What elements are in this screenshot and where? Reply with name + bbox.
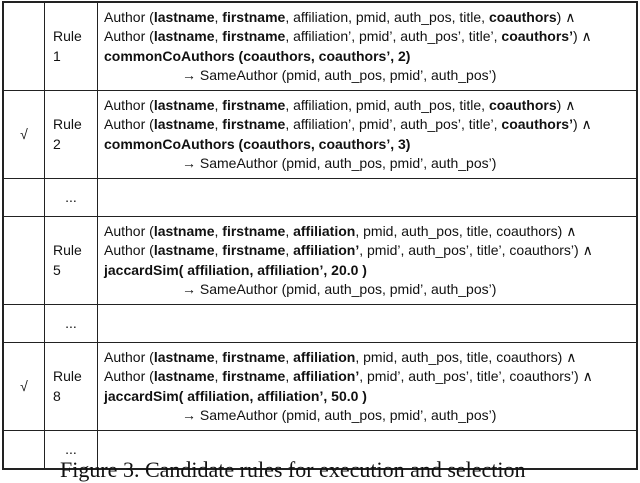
rule-text-segment: ,	[285, 222, 294, 239]
ellipsis: ...	[65, 440, 77, 457]
rule-text-segment: Author (	[104, 8, 154, 25]
rule-line	[104, 241, 630, 261]
rule-label-word: Rule	[53, 116, 82, 132]
rule-label-cell	[45, 179, 98, 217]
rule-line	[104, 47, 630, 67]
rule-line	[104, 367, 630, 387]
rule-text-segment: ,	[214, 8, 223, 25]
rule-row	[3, 217, 637, 305]
rule-body-cell	[98, 217, 638, 305]
rule-text-segment: , pmid’, auth_pos’, title’, coauthors’) ∧	[359, 368, 593, 384]
check-mark: √	[20, 125, 28, 142]
rule-text-segment: lastname	[153, 8, 215, 25]
selected-check-cell	[3, 305, 45, 343]
ellipsis: ...	[65, 188, 77, 205]
rule-text-segment: ,	[214, 368, 223, 384]
rule-text-segment: ,	[285, 368, 294, 384]
rule-text-segment: ,	[214, 242, 223, 258]
rule-text-segment: , affiliation’, pmid’, auth_pos’, title’,	[285, 28, 502, 44]
rule-text-segment: ) ∧	[556, 96, 576, 113]
rule-text-segment: lastname	[153, 222, 215, 239]
rule-number: 1	[53, 47, 61, 64]
rule-body-cell	[98, 343, 638, 431]
rule-row	[3, 343, 637, 431]
rule-line	[104, 261, 630, 281]
selected-check-cell	[3, 431, 45, 470]
rule-text-segment: affiliation	[293, 348, 356, 365]
rule-text-segment: Author (	[104, 28, 154, 44]
rule-body-cell	[98, 305, 638, 343]
rule-text-segment: firstname	[222, 96, 286, 113]
rule-body-cell	[98, 91, 638, 179]
selected-check-cell	[3, 2, 45, 91]
ellipsis-row	[3, 179, 637, 217]
rule-text-segment: firstname	[222, 348, 286, 365]
rule-row	[3, 2, 637, 91]
rule-text-segment: Author (	[104, 116, 154, 132]
rule-text-segment: Author (	[104, 96, 154, 113]
selected-check-cell	[3, 217, 45, 305]
rule-body-cell	[98, 179, 638, 217]
rule-text-segment: coauthors	[488, 8, 557, 25]
rule-text-segment: → SameAuthor (pmid, auth_pos, pmid’, auth_pos’)	[182, 281, 497, 297]
ellipsis: ...	[65, 314, 77, 331]
rule-number: 2	[53, 135, 61, 152]
rule-line	[104, 222, 630, 242]
rule-line	[104, 387, 630, 407]
rule-text-segment: lastname	[153, 28, 215, 44]
rule-label-cell	[45, 2, 98, 91]
rule-line	[104, 348, 630, 368]
rule-text-segment: Author (	[104, 222, 154, 239]
rule-text-segment: Author (	[104, 348, 154, 365]
rule-text-segment: affiliation’	[293, 242, 360, 258]
rule-text-segment: firstname	[222, 28, 286, 44]
rule-text-segment: ,	[214, 222, 223, 239]
rule-text-segment: ,	[214, 96, 223, 113]
rule-label-cell	[45, 343, 98, 431]
rule-label-word: Rule	[53, 368, 82, 384]
ellipsis-row	[3, 305, 637, 343]
rule-line	[104, 406, 630, 426]
rule-line	[104, 135, 630, 155]
rule-label-word: Rule	[53, 242, 82, 258]
rule-label-word: Rule	[53, 28, 82, 44]
rule-label-cell	[45, 217, 98, 305]
rule-text-segment: , affiliation, pmid, auth_pos, title,	[285, 8, 489, 25]
rule-line	[104, 96, 630, 116]
rule-text-segment: lastname	[153, 96, 215, 113]
rule-text-segment: lastname	[153, 242, 215, 258]
rule-text-segment: lastname	[153, 116, 215, 132]
rule-text-segment: , affiliation, pmid, auth_pos, title,	[285, 96, 489, 113]
rule-text-segment: ,	[214, 348, 223, 365]
rule-text-segment: affiliation	[293, 222, 356, 239]
rule-text-segment: → SameAuthor (pmid, auth_pos, pmid’, auth_pos’)	[182, 67, 497, 83]
rule-line	[104, 8, 630, 28]
rule-text-segment: ,	[214, 116, 223, 132]
rule-text-segment: jaccardSim( affiliation, affiliation’, 50.0 )	[104, 387, 367, 404]
rule-text-segment: , affiliation’, pmid’, auth_pos’, title’,	[285, 116, 502, 132]
rule-text-segment: ,	[285, 242, 294, 258]
rule-row	[3, 91, 637, 179]
rule-text-segment: , pmid, auth_pos, title, coauthors) ∧	[355, 348, 577, 365]
candidate-rules-table	[2, 1, 638, 470]
check-mark: √	[20, 377, 28, 394]
rule-text-segment: coauthors’	[501, 116, 573, 132]
rule-line	[104, 154, 630, 174]
selected-check-cell	[3, 91, 45, 179]
rule-text-segment: Author (	[104, 368, 154, 384]
rule-line	[104, 27, 630, 47]
rule-text-segment: ,	[214, 28, 223, 44]
rule-label-cell	[45, 305, 98, 343]
rule-text-segment: , pmid, auth_pos, title, coauthors) ∧	[355, 222, 577, 239]
rule-text-segment: lastname	[153, 368, 215, 384]
rule-text-segment: ) ∧	[556, 8, 576, 25]
rule-line	[104, 66, 630, 86]
figure-caption: Figure 3. Candidate rules for execution and selection	[60, 457, 526, 482]
rule-text-segment: ,	[285, 348, 294, 365]
selected-check-cell	[3, 179, 45, 217]
rule-text-segment: firstname	[222, 368, 286, 384]
rule-text-segment: jaccardSim( affiliation, affiliation’, 20.0 )	[104, 261, 367, 278]
rule-text-segment: firstname	[222, 242, 286, 258]
rule-text-segment: ) ∧	[572, 116, 592, 132]
rule-text-segment: → SameAuthor (pmid, auth_pos, pmid’, auth_pos’)	[182, 407, 497, 423]
rule-body-cell	[98, 2, 638, 91]
rule-text-segment: firstname	[222, 8, 286, 25]
rule-text-segment: Author (	[104, 242, 154, 258]
selected-check-cell	[3, 343, 45, 431]
rule-text-segment: firstname	[222, 116, 286, 132]
rule-text-segment: ) ∧	[572, 28, 592, 44]
rule-line	[104, 280, 630, 300]
rule-text-segment: commonCoAuthors (coauthors, coauthors’, 3)	[104, 135, 411, 152]
rule-text-segment: coauthors	[488, 96, 557, 113]
rule-label-cell	[45, 91, 98, 179]
rule-line	[104, 115, 630, 135]
rule-number: 8	[53, 387, 61, 404]
rule-text-segment: coauthors’	[501, 28, 573, 44]
rule-text-segment: lastname	[153, 348, 215, 365]
rule-text-segment: affiliation’	[293, 368, 360, 384]
rule-text-segment: commonCoAuthors (coauthors, coauthors’, 2)	[104, 47, 411, 64]
rule-text-segment: → SameAuthor (pmid, auth_pos, pmid’, auth_pos’)	[182, 155, 497, 171]
rule-text-segment: firstname	[222, 222, 286, 239]
rule-text-segment: , pmid’, auth_pos’, title’, coauthors’) ∧	[359, 242, 593, 258]
rule-number: 5	[53, 261, 61, 278]
